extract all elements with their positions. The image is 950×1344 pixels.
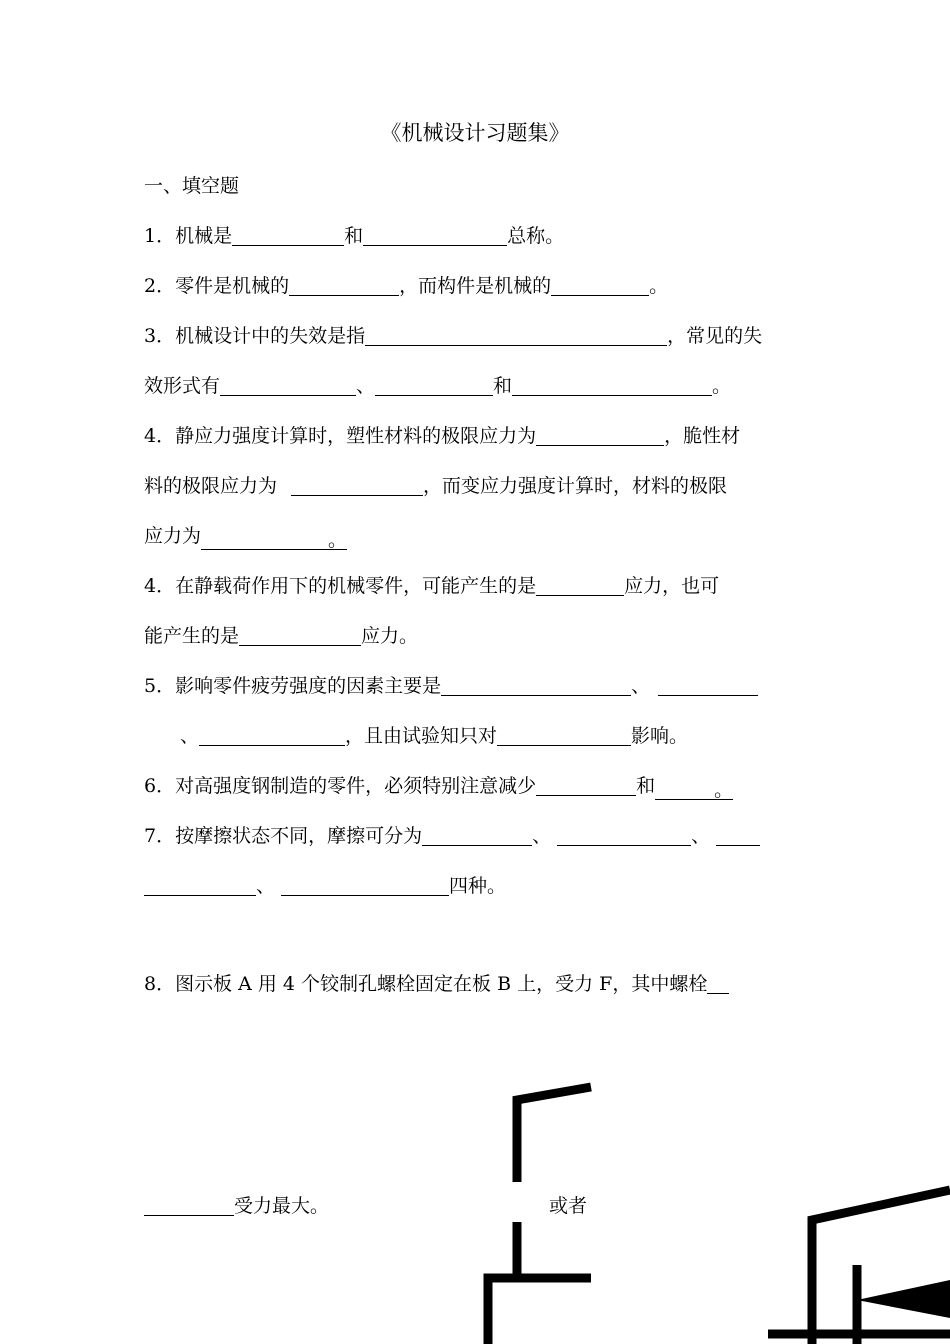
- answer-blank[interactable]: [536, 422, 664, 446]
- plate-b-corner: [488, 1278, 591, 1344]
- answer-blank[interactable]: 。: [201, 526, 347, 550]
- question-4a-line-1: 4．静应力强度计算时，塑性材料的极限应力为 ，脆性材: [144, 422, 740, 450]
- question-7-line-2: 、 四种。: [144, 872, 506, 900]
- answer-blank[interactable]: 。: [655, 776, 733, 800]
- answer-blank[interactable]: [551, 272, 649, 296]
- answer-blank[interactable]: [144, 872, 256, 896]
- question-3-line-1: 3．机械设计中的失效是指 ，常见的失: [144, 322, 762, 350]
- answer-blank[interactable]: [557, 822, 691, 846]
- answer-blank[interactable]: [422, 822, 532, 846]
- answer-blank[interactable]: [232, 222, 344, 246]
- answer-blank[interactable]: [144, 1192, 234, 1216]
- plate-b-top-edge: [812, 1190, 950, 1344]
- question-5-line-1: 5．影响零件疲劳强度的因素主要是 、: [144, 672, 758, 700]
- answer-blank[interactable]: [497, 722, 631, 746]
- question-1: 1．机械是 和 总称。: [144, 222, 564, 250]
- answer-blank[interactable]: [291, 472, 423, 496]
- question-4b-line-2: 能产生的是 应力。: [144, 622, 418, 650]
- answer-blank[interactable]: [707, 970, 729, 994]
- question-8-line-2: 受力最大。: [144, 1192, 329, 1220]
- question-4b-line-1: 4．在静载荷作用下的机械零件，可能产生的是 应力，也可: [144, 572, 719, 600]
- question-4a-line-2: 料的极限应力为 ，而变应力强度计算时，材料的极限: [144, 472, 727, 500]
- plate-b-outline: [768, 1190, 950, 1344]
- answer-blank[interactable]: [716, 822, 760, 846]
- plate-a-top-edge: [517, 1087, 591, 1182]
- question-7-line-1: 7．按摩擦状态不同，摩擦可分为 、 、: [144, 822, 760, 850]
- question-8-line-1: 8．图示板 A 用 4 个铰制孔螺栓固定在板 B 上，受力 F，其中螺栓: [144, 970, 729, 998]
- answer-blank[interactable]: [363, 222, 507, 246]
- answer-blank[interactable]: [365, 322, 667, 346]
- question-2: 2．零件是机械的 ，而构件是机械的 。: [144, 272, 668, 300]
- document-title: 《机械设计习题集》: [380, 121, 570, 145]
- question-6: 6．对高强度钢制造的零件，必须特别注意减少 和 。: [144, 772, 733, 800]
- question-5-line-2: 、 ，且由试验知只对 影响。: [180, 722, 688, 750]
- answer-blank[interactable]: [658, 672, 758, 696]
- answer-blank[interactable]: [512, 372, 712, 396]
- answer-blank[interactable]: [536, 572, 624, 596]
- section-heading: 一、填空题: [144, 175, 240, 197]
- question-8-alt-text: 或者: [549, 1195, 588, 1217]
- answer-blank[interactable]: [220, 372, 356, 396]
- answer-blank[interactable]: [536, 772, 636, 796]
- answer-blank[interactable]: [375, 372, 493, 396]
- force-arrow-icon: [857, 1280, 950, 1318]
- question-4a-line-3: 应力为 。: [144, 525, 348, 551]
- answer-blank[interactable]: [239, 622, 361, 646]
- question-3-line-2: 效形式有 、 和 。: [144, 372, 731, 400]
- answer-blank[interactable]: [281, 872, 449, 896]
- answer-blank[interactable]: [289, 272, 399, 296]
- answer-blank[interactable]: [199, 722, 345, 746]
- answer-blank[interactable]: [441, 672, 631, 696]
